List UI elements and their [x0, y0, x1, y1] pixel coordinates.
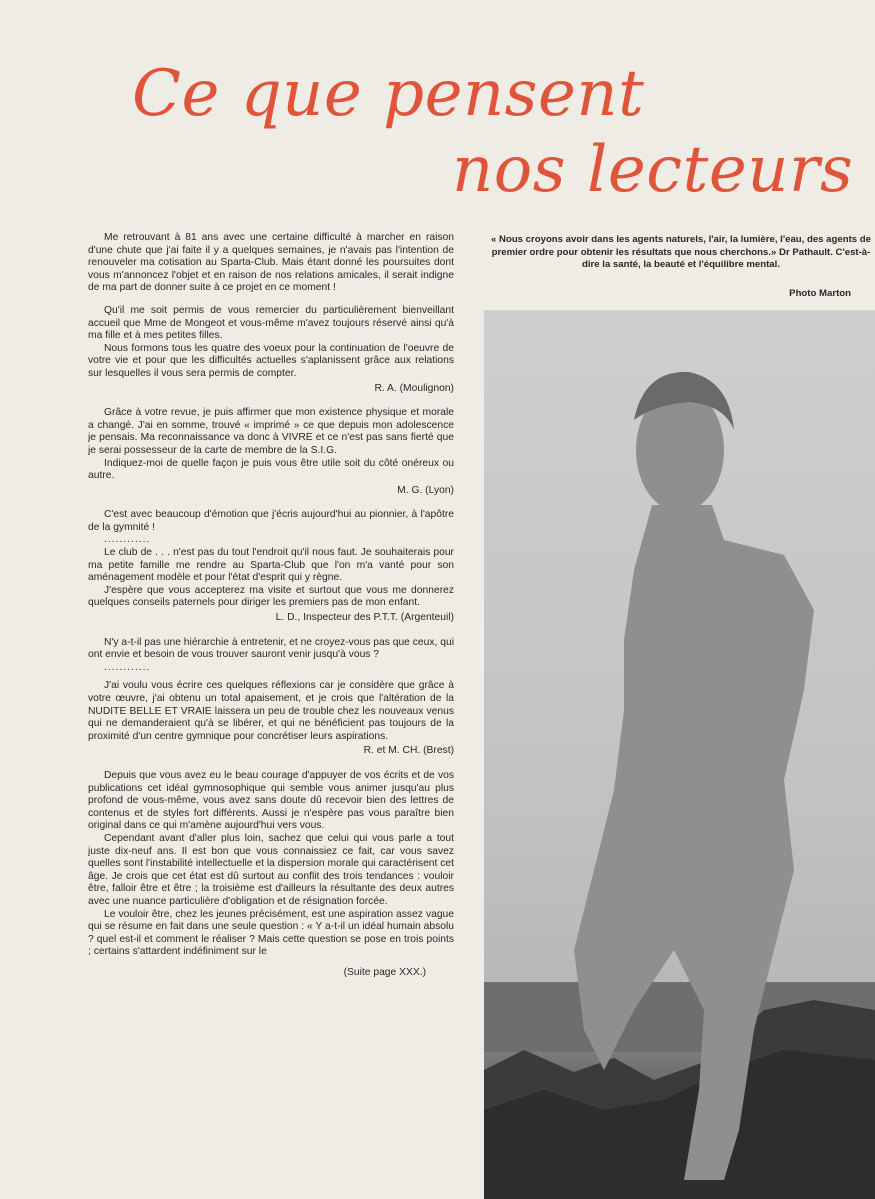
- continued-note: (Suite page XXX.): [343, 966, 426, 978]
- photograph-figure: [484, 310, 875, 1199]
- letter-2-signature: M. G. (Lyon): [397, 484, 454, 496]
- letter-3-signature: L. D., Inspecteur des P.T.T. (Argenteuil): [275, 612, 454, 624]
- photo-caption: « Nous croyons avoir dans les agents naturels, l'air, la lumière, l'eau, des agents de premier ordre pour obtenir les résultats que nous cherchons.» Dr Pathault. C'est-à-dire la santé, la beauté et l'équilibre mental.: [491, 234, 871, 270]
- letter-1-paragraph-3: Nous formons tous les quatre des voeux pour la continuation de l'oeuvre de votre vie et pour que les difficultés actuelles s'aplanissent grâce aux relations sur lesquelles il vous sera permis de compter.: [88, 342, 454, 379]
- letter-3-paragraph-2: Le club de . . . n'est pas du tout l'endroit qu'il nous faut. Je souhaiterais pour ma petite famille me rendre au Sparta-Club que l'on m'a vanté pour son aménagement modèle et pour l'état d'esprit qui y règne.: [88, 547, 454, 584]
- title-line-2: nos lecteurs: [452, 133, 854, 207]
- letter-4-paragraph-2: J'ai voulu vous écrire ces quelques réflexions car je considère que grâce à votre œuvre, j'ai obtenu un total apaisement, et je crois que l'altération de la NUDITE BELLE ET VRAIE laissera un peu de trouble chez les nouveaux venus qui ne demanderaient qu'à se libérer, et qui ne bénéficient pas toujours de la proximité d'un centre gymnique pour concrétiser leurs aspirations.: [88, 680, 454, 742]
- photograph: [484, 310, 875, 1199]
- letter-5-paragraph-3: Le vouloir être, chez les jeunes précisément, est une aspiration assez vague qui se résume en fait dans une seule question : « Y a-t-il un idéal humain absolu ? quel est-il et comment le réaliser ? Mais cette question se pose en trois points ; certains s'attardent indéfiniment sur le: [88, 908, 454, 958]
- letter-2-paragraph-2: Indiquez-moi de quelle façon je puis vous être utile soit du côté onéreux ou autre.: [88, 457, 454, 482]
- letter-3-paragraph-3: J'espère que vous accepterez ma visite et surtout que vous me donnerez quelques conseils paternels pour diriger les premiers pas de mon enfant.: [88, 584, 454, 609]
- page-title: [0, 56, 875, 206]
- letter-3-paragraph-1: C'est avec beaucoup d'émotion que j'écris aujourd'hui au pionnier, à l'apôtre de la gymnité !: [88, 509, 454, 533]
- letter-4-paragraph-1: N'y a-t-il pas une hiérarchie à entretenir, et ne croyez-vous pas que ceux, qui ont envie et besoin de vous trouver sauront venir jusqu'à vous ?: [88, 636, 454, 661]
- letter-4-signature: R. et M. CH. (Brest): [363, 745, 454, 757]
- letter-5-paragraph-2: Cependant avant d'aller plus loin, sachez que celui qui vous parle a tout juste dix-neuf ans. Il est bon que vous connaissiez ce fait, car vous savez quelles sont l'instabilité intellectuelle et la dispersion morale qui caractérisent cet âge. Je crois que cet état est dû surtout au conflit des trois tendances : vouloir être, falloir être et être ; la troisième est d'ailleurs la résultante des deux autres avec une nuance particulière d'obligation et de résignation forcée.: [88, 832, 454, 907]
- letter-1-paragraph-1: Me retrouvant à 81 ans avec une certaine difficulté à marcher en raison d'une chute que j'ai faite il y a quelques semaines, je n'avais pas l'intention de renouveler ma cotisation au Sparta-Club. Mais étant donné les poursuites dont vous m'annoncez l'objet et en raison de nos relations amicales, il serait indigne de ma part de donner suite à ce projet en ce moment !: [88, 232, 454, 294]
- title-line-1: Ce que pensent: [132, 57, 645, 131]
- photo-credit: Photo Marton: [789, 288, 851, 299]
- letter-5-paragraph-1: Depuis que vous avez eu le beau courage d'appuyer de vos écrits et de vos publications cet idéal gymnosophique qui semble vous animer jusqu'au plus profond de vous-même, vous avez sans doute dû recevoir bien des lettres de contenus et de styles fort différents. Aussi je n'espère pas vous paraître bien original dans ce qui m'amène aujourd'hui vers vous.: [88, 769, 454, 832]
- letter-4-ellipsis: ............: [104, 661, 151, 673]
- letter-3-ellipsis: ............: [104, 534, 151, 546]
- letter-1-paragraph-2: Qu'il me soit permis de vous remercier du particulièrement bienveillant accueil que Mme de Mongeot et vous-même m'avez toujours réservé ainsi qu'à ma fille et à mes petites filles.: [88, 304, 454, 342]
- letter-1-signature: R. A. (Moulignon): [374, 382, 454, 394]
- letter-2-paragraph-1: Grâce à votre revue, je puis affirmer que mon existence physique et morale a changé. J'ai en somme, trouvé « imprimé » ce que depuis mon adolescence je pensais. Ma reconnaissance va donc à VIVRE et ce n'est pas sans fierté que je serai possesseur de la carte de membre de la S.I.G.: [88, 407, 454, 456]
- letters-column: [88, 232, 454, 1072]
